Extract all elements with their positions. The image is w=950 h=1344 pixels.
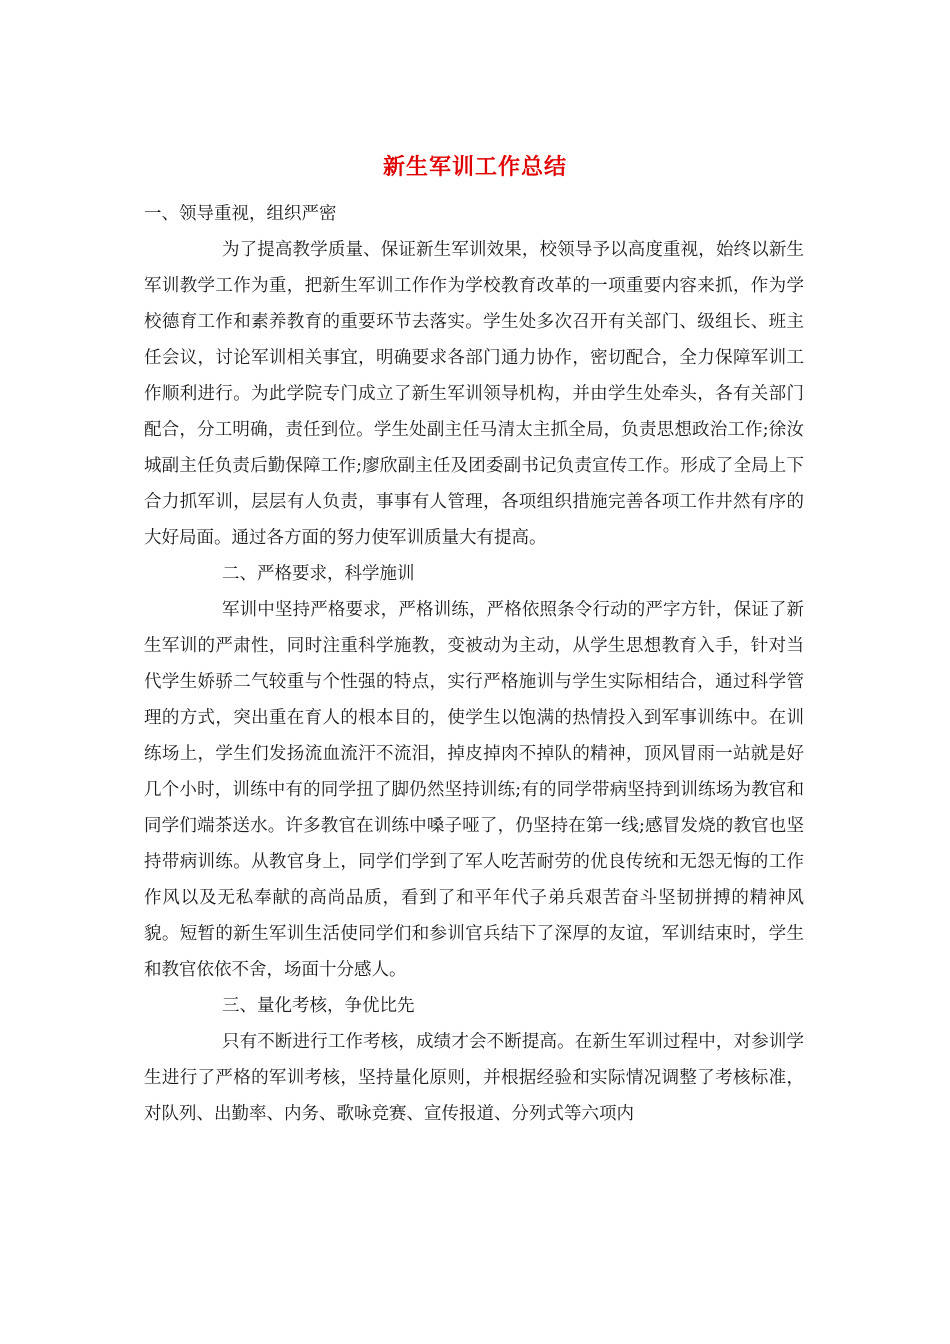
section-paragraph-2: 军训中坚持严格要求，严格训练，严格依照条令行动的严字方针，保证了新生军训的严肃性，同时注重科学施教，变被动为主动，从学生思想教育入手，针对当代学生娇骄二气较重与个性强的特点，实行严格施训与学生实际相结合，通过科学管理的方式，突出重在育人的根本目的，使学生以饱满的热情投入到军事训练中。在训练场上，学生们发扬流血流汗不流泪，掉皮掉肉不掉队的精神，顶风冒雨一站就是好几个小时，训练中有的同学扭了脚仍然坚持训练;有的同学带病坚持到训练场为教官和同学们端茶送水。许多教官在训练中嗓子哑了，仍坚持在第一线;感冒发烧的教官也坚持带病训练。从教官身上，同学们学到了军人吃苦耐劳的优良传统和无怨无悔的工作作风以及无私奉献的高尚品质，看到了和平年代子弟兵艰苦奋斗坚韧拼搏的精神风貌。短暂的新生军训生活使同学们和参训官兵结下了深厚的友谊，军训结束时，学生和教官依依不舍，场面十分感人。 xyxy=(144,600,804,980)
section-heading-3: 三、量化考核，争优比先 xyxy=(222,996,415,1016)
document-body xyxy=(144,196,804,1132)
document-title: 新生军训工作总结 xyxy=(382,154,567,180)
section-paragraph-3: 只有不断进行工作考核，成绩才会不断提高。在新生军训过程中，对参训学生进行了严格的军训考核，坚持量化原则，并根据经验和实际情况调整了考核标准，对队列、出勤率、内务、歌咏竞赛、宣传报道、分列式等六项内 xyxy=(144,1032,804,1124)
section-heading-2: 二、严格要求，科学施训 xyxy=(222,564,415,584)
section-paragraph-1: 为了提高教学质量、保证新生军训效果，校领导予以高度重视，始终以新生军训教学工作为重，把新生军训工作作为学校教育改革的一项重要内容来抓，作为学校德育工作和素养教育的重要环节去落实。学生处多次召开有关部门、级组长、班主任会议，讨论军训相关事宜，明确要求各部门通力协作，密切配合，全力保障军训工作顺利进行。为此学院专门成立了新生军训领导机构，并由学生处牵头，各有关部门配合，分工明确，责任到位。学生处副主任马清太主抓全局，负责思想政治工作;徐汝城副主任负责后勤保障工作;廖欣副主任及团委副书记负责宣传工作。形成了全局上下合力抓军训，层层有人负责，事事有人管理，各项组织措施完善各项工作井然有序的大好局面。通过各方面的努力使军训质量大有提高。 xyxy=(144,240,804,548)
section-heading-1: 一、领导重视，组织严密 xyxy=(144,204,337,224)
